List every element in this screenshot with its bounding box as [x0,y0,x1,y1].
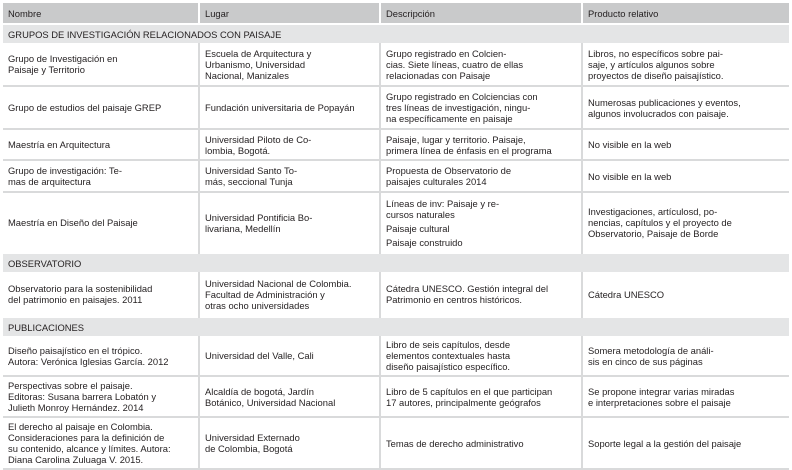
cell-nombre: Perspectivas sobre el paisaje. Editoras: Susana barrera Lobatón y Julieth Monroy Hernández. 2014 [3,376,199,417]
cell-descripcion: Temas de derecho administrativo [380,417,582,469]
cell-lugar: Universidad Externado de Colombia, Bogotá [199,417,380,469]
cell-producto: Numerosas publicaciones y eventos, algunos involucrados con paisaje. [582,86,789,129]
cell-producto: Soporte legal a la gestión del paisaje [582,417,789,469]
cell-nombre: Grupo de estudios del paisaje GREP [3,86,199,129]
cell-producto: Investigaciones, artículosd, po- nencias, capítulos y el proyecto de Observatorio, Paisaje de Borde [582,192,789,253]
description-line: Paisaje construido [386,236,463,248]
table-row [3,129,789,160]
cell-nombre: El derecho al paisaje en Colombia. Consideraciones para la definición de su contenido, alcance y límites. Autora: Diana Carolina Zuluaga V. 2015. [3,417,199,469]
cell-nombre: Observatorio para la sostenibilidad del patrimonio en paisajes. 2011 [3,272,199,317]
table-row [3,192,789,253]
section-row-publicaciones [3,317,789,336]
cell-producto: No visible en la web [582,129,789,160]
cell-lugar: Escuela de Arquitectura y Urbanismo, Universidad Nacional, Manizales [199,43,380,86]
table-row [3,417,789,469]
landscape-projects-table [3,3,789,470]
cell-descripcion: Cátedra UNESCO. Gestión integral del Patrimonio en centros históricos. [380,272,582,317]
section-row-observatorio [3,253,789,272]
header-nombre: Nombre [3,3,199,24]
table-row [3,272,789,317]
cell-lugar: Universidad Nacional de Colombia. Facultad de Administración y otras ocho universidades [199,272,380,317]
projects-table-container [3,3,789,470]
cell-descripcion: Propuesta de Observatorio de paisajes culturales 2014 [380,160,582,192]
table-row [3,336,789,376]
section-title: OBSERVATORIO [3,253,789,272]
cell-producto: No visible en la web [582,160,789,192]
cell-nombre: Grupo de investigación: Te- mas de arquitectura [3,160,199,192]
cell-descripcion: Grupo registrado en Colciencias con tres líneas de investigación, ningu- na específicamente en paisaje [380,86,582,129]
cell-lugar: Universidad del Valle, Cali [199,336,380,376]
cell-nombre: Maestría en Arquitectura [3,129,199,160]
header-row [3,3,789,24]
cell-nombre: Maestría en Diseño del Paisaje [3,192,199,253]
cell-descripcion [380,192,582,253]
cell-nombre: Grupo de Investigación en Paisaje y Territorio [3,43,199,86]
cell-producto: Cátedra UNESCO [588,288,665,300]
cell-nombre: Diseño paisajístico en el trópico. Autora: Verónica Iglesias García. 2012 [3,336,199,376]
cell-producto: Somera metodología de análi- sis en cinco de sus páginas [588,344,714,367]
header-descripcion: Descripción [380,3,582,24]
description-line: Paisaje cultural [386,222,450,234]
section-title: PUBLICACIONES [3,317,789,336]
table-row [3,86,789,129]
header-producto: Producto relativo [582,3,789,24]
cell-descripcion: Grupo registrado en Colcien- cias. Siete líneas, cuatro de ellas relacionadas con Paisaje [380,43,582,86]
section-title: GRUPOS DE INVESTIGACIÓN RELACIONADOS CON PAISAJE [3,24,789,43]
cell-descripcion: Libro de seis capítulos, desde elementos contextuales hasta diseño paisajístico específico. [380,336,582,376]
description-line: Líneas de inv: Paisaje y re- cursos naturales [386,197,500,220]
section-row-grupos [3,24,789,43]
cell-descripcion: Libro de 5 capítulos en el que participan 17 autores, principalmente geógrafos [380,376,582,417]
cell-lugar: Universidad Santo To- más, seccional Tunja [199,160,380,192]
cell-producto: Libros, no específicos sobre pai- saje, y artículos algunos sobre proyectos de diseño paisajístico. [588,47,724,81]
cell-lugar: Fundación universitaria de Popayán [199,86,380,129]
cell-descripcion: Paisaje, lugar y territorio. Paisaje, primera línea de énfasis en el programa [380,129,582,160]
table-row [3,376,789,417]
cell-lugar: Universidad Pontificia Bo- livariana, Medellín [199,192,380,253]
header-lugar: Lugar [199,3,380,24]
cell-lugar: Alcaldía de bogotá, Jardín Botánico, Universidad Nacional [199,376,380,417]
table-row [3,160,789,192]
cell-lugar: Universidad Piloto de Co- lombia, Bogotá. [199,129,380,160]
table-row [3,43,789,86]
cell-producto: Se propone integrar varias miradas e interpretaciones sobre el paisaje [582,376,789,417]
